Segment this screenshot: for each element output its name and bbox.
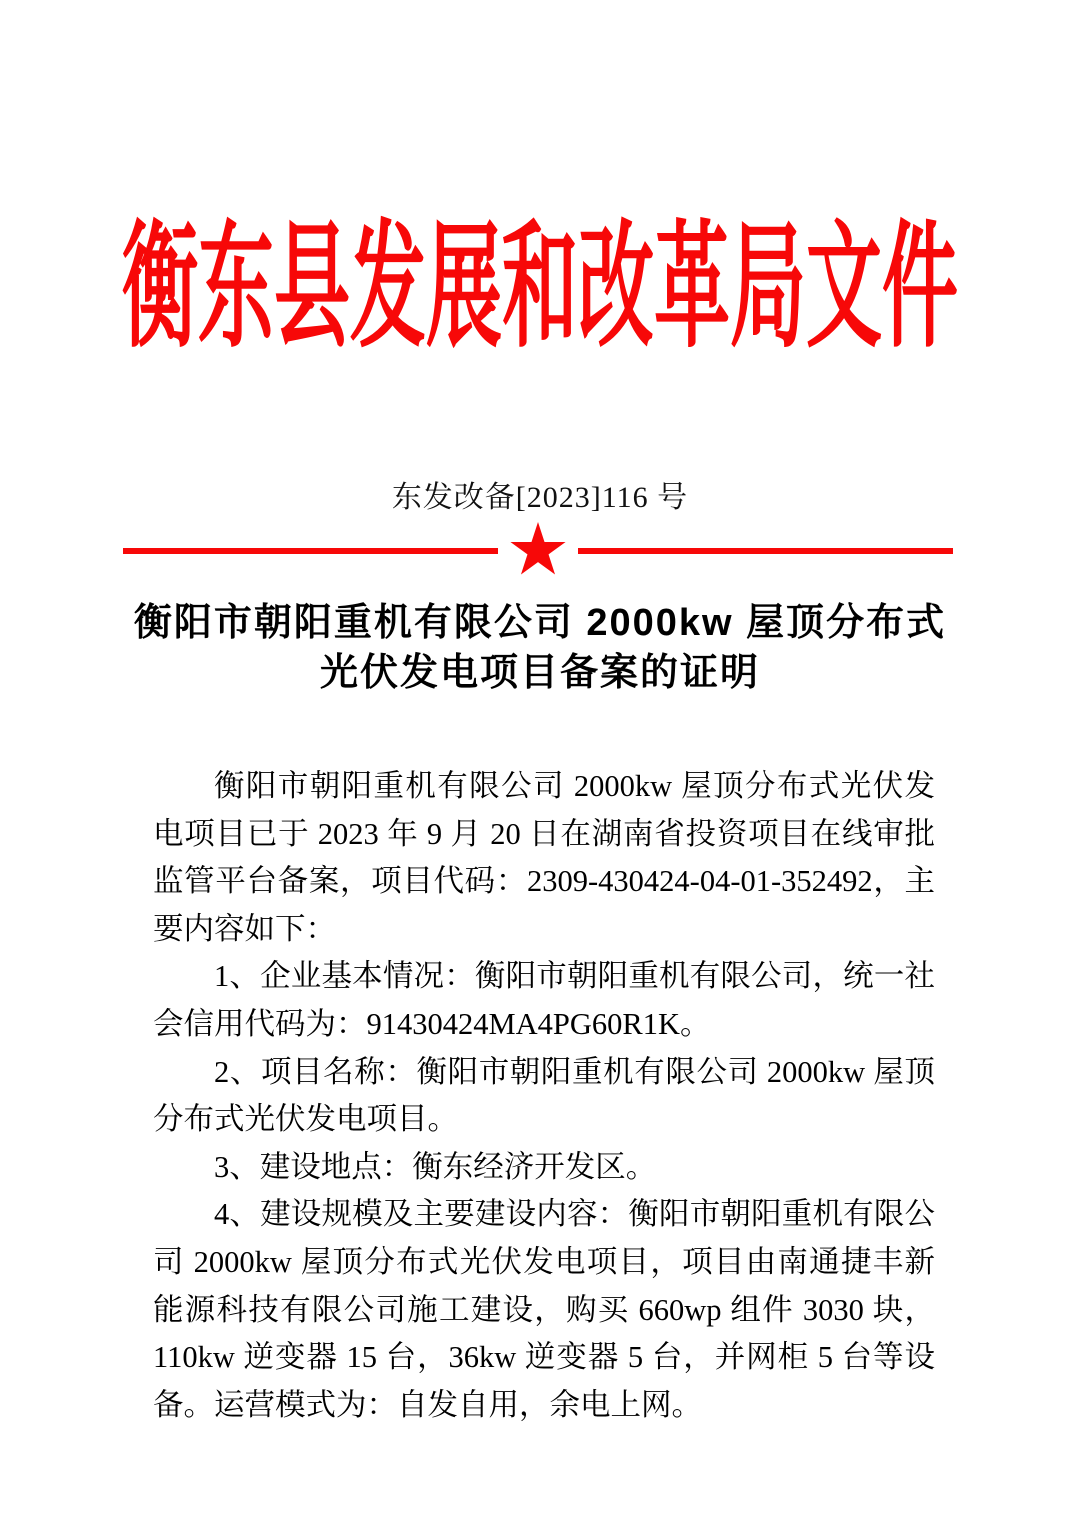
body-paragraph: 2、项目名称：衡阳市朝阳重机有限公司 2000kw 屋顶分布式光伏发电项目。 (153, 1054, 935, 1137)
document-title-line1: 衡阳市朝阳重机有限公司 2000kw 屋顶分布式 (133, 602, 947, 644)
agency-masthead (0, 180, 1080, 370)
divider-line-left (123, 548, 498, 554)
document-body (153, 763, 935, 1429)
red-divider (123, 522, 953, 580)
body-paragraph: 衡阳市朝阳重机有限公司 2000kw 屋顶分布式光伏发电项目已于 2023 年 9 月 20 日在湖南省投资项目在线审批监管平台备案，项目代码：2309-430424-04-01-352492，主要内容如下： (153, 769, 935, 946)
agency-title-text: 衡东县发展和改革局文件 (122, 212, 958, 365)
body-paragraph: 3、建设地点：衡东经济开发区。 (214, 1149, 657, 1184)
divider-line-right (578, 548, 953, 554)
document-number: 东发改备[2023]116 号 (391, 481, 689, 514)
document-title (0, 598, 1080, 698)
body-paragraph: 1、企业基本情况：衡阳市朝阳重机有限公司，统一社会信用代码为：91430424MA4PG60R1K。 (153, 959, 935, 1041)
document-title-line2: 光伏发电项目备案的证明 (319, 652, 760, 694)
star-icon (507, 522, 569, 580)
body-paragraph: 4、建设规模及主要建设内容：衡阳市朝阳重机有限公司 2000kw 屋顶分布式光伏发电项目，项目由南通捷丰新能源科技有限公司施工建设，购买 660wp 组件 3030 块，110kw 逆变器 15 台，36kw 逆变器 5 台，并网柜 5 台等设备。运营模式为：自发自用，余电上网。 (153, 1197, 935, 1422)
